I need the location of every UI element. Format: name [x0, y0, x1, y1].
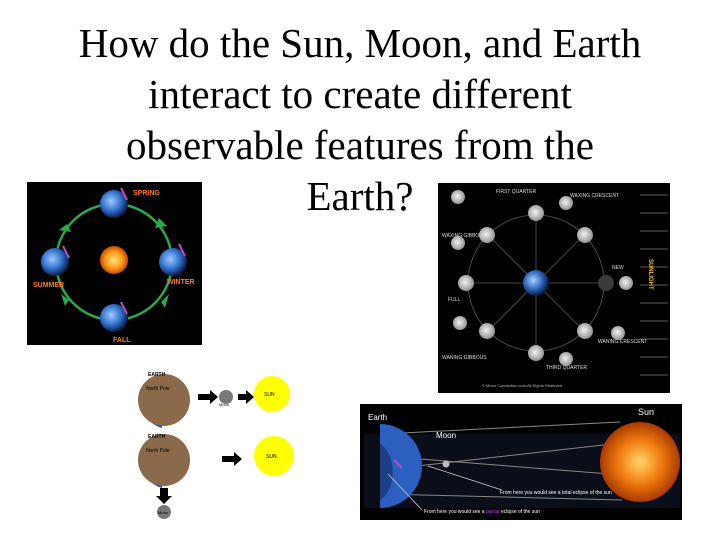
earth-icon — [523, 270, 549, 296]
title-line-1: How do the Sun, Moon, and Earth — [78, 20, 642, 66]
moon-icon — [443, 461, 450, 468]
label-earth-bottom: EARTH — [148, 434, 166, 440]
label-sun: Sun — [638, 407, 655, 417]
alignment-diagram — [130, 362, 300, 522]
label-full: FULL — [448, 297, 461, 303]
label-north-pole-top: North Pole — [146, 386, 170, 392]
label-sunlight: SUNLIGHT — [647, 259, 653, 290]
sun-icon — [100, 246, 128, 274]
label-earth-top: EARTH — [148, 372, 166, 378]
label-fall: FALL — [113, 337, 131, 344]
eclipse-diagram — [360, 404, 682, 520]
label-moon-bottom: Moon — [158, 510, 169, 515]
label-first-quarter: FIRST QUARTER — [496, 189, 537, 195]
total-eclipse-text: From here you would see a total eclipse of the sun — [500, 490, 612, 496]
label-sun-top: SUN — [264, 392, 275, 398]
label-spring: SPRING — [133, 190, 160, 197]
label-moon: Moon — [436, 431, 457, 440]
label-waning-gibbous: WANING GIBBOUS — [442, 355, 487, 361]
title-line-3: observable features from the — [126, 122, 594, 168]
label-north-pole-bottom: North Pole — [146, 448, 170, 454]
title-line-2: interact to create different — [148, 71, 572, 117]
label-sun-bottom: SUN — [266, 454, 277, 460]
label-waxing-gibbous: WAXING GIBBOUS — [442, 233, 487, 239]
title-line-4: Earth? — [306, 173, 414, 219]
label-third-quarter: THIRD QUARTER — [546, 365, 588, 371]
credit-text: © Moon Connection.com All Rights Reserved — [482, 383, 563, 388]
label-summer: SUMMER — [33, 282, 65, 289]
label-earth: Earth — [368, 413, 388, 422]
label-waxing-crescent: WAXING CRESCENT — [570, 193, 619, 199]
sun-icon — [600, 422, 680, 502]
seasons-diagram — [27, 182, 202, 345]
label-moon-top: Moon — [219, 402, 230, 407]
moon-phases-diagram — [438, 183, 670, 393]
label-winter: WINTER — [167, 279, 195, 286]
partial-eclipse-text: From here you would see a partial eclipse of the sun — [424, 509, 540, 515]
label-new: NEW — [612, 265, 624, 271]
label-waning-crescent: WANING CRESCENT — [598, 339, 648, 345]
